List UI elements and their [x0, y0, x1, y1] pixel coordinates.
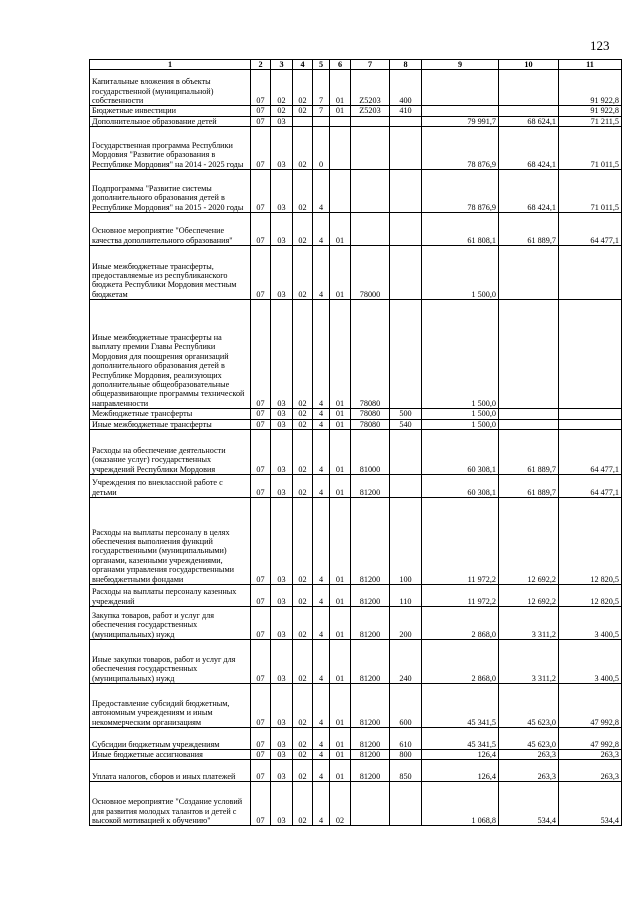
cell-program: 02 — [293, 213, 313, 246]
cell-section: 07 — [251, 640, 271, 684]
row-name: Иные межбюджетные трансферты, предоставляемые из республиканского бюджета Республики Мордовия местным бюджетам — [90, 246, 251, 300]
cell-subprogram: 4 — [313, 684, 330, 728]
cell-subprogram: 4 — [313, 475, 330, 498]
cell-subsection: 03 — [271, 498, 293, 585]
cell-amount-col10: 263,3 — [499, 760, 559, 782]
row-name: Закупка товаров, работ и услуг для обеспечения государственных (муниципальных) нужд — [90, 607, 251, 640]
cell-amount-col11: 12 820,5 — [559, 585, 622, 607]
cell-amount-col9: 79 991,7 — [422, 116, 499, 126]
cell-target-article — [351, 116, 390, 126]
cell-amount-col10: 45 623,0 — [499, 728, 559, 750]
cell-amount-col10: 263,3 — [499, 750, 559, 760]
cell-amount-col10: 61 889,7 — [499, 475, 559, 498]
page-number: 123 — [590, 38, 610, 53]
row-name: Расходы на обеспечение деятельности (оказание услуг) государственных учреждений Республики Мордовия — [90, 430, 251, 475]
cell-subprogram: 4 — [313, 585, 330, 607]
cell-subsection: 03 — [271, 684, 293, 728]
cell-expense-type: 610 — [390, 728, 422, 750]
cell-subprogram: 4 — [313, 170, 330, 213]
cell-amount-col11: 3 400,5 — [559, 640, 622, 684]
table-row — [90, 782, 622, 826]
cell-event: 01 — [330, 106, 351, 116]
cell-expense-type: 600 — [390, 684, 422, 728]
cell-amount-col10: 61 889,7 — [499, 213, 559, 246]
cell-expense-type: 200 — [390, 607, 422, 640]
table-row — [90, 640, 622, 684]
row-name: Капитальные вложения в объекты государственной (муниципальной) собственности — [90, 70, 251, 106]
row-name: Основное мероприятие "Обеспечение качества дополнительного образования" — [90, 213, 251, 246]
cell-subprogram: 7 — [313, 106, 330, 116]
cell-subsection: 03 — [271, 430, 293, 475]
cell-expense-type: 850 — [390, 760, 422, 782]
cell-event: 01 — [330, 70, 351, 106]
table-row — [90, 116, 622, 126]
table-row — [90, 106, 622, 116]
cell-event: 01 — [330, 409, 351, 419]
table-row — [90, 419, 622, 429]
cell-target-article: 78000 — [351, 246, 390, 300]
cell-section: 07 — [251, 782, 271, 826]
column-header-9: 9 — [422, 60, 499, 70]
cell-program: 02 — [293, 607, 313, 640]
cell-amount-col11: 47 992,8 — [559, 684, 622, 728]
cell-subsection: 03 — [271, 127, 293, 170]
row-name: Основное мероприятие "Создание условий для развития молодых талантов и детей с высокой мотивацией к обучению" — [90, 782, 251, 826]
cell-section: 07 — [251, 116, 271, 126]
cell-section: 07 — [251, 607, 271, 640]
cell-subprogram: 4 — [313, 607, 330, 640]
cell-event: 01 — [330, 760, 351, 782]
cell-event: 01 — [330, 607, 351, 640]
cell-amount-col9: 60 308,1 — [422, 475, 499, 498]
cell-target-article: 81200 — [351, 728, 390, 750]
cell-expense-type — [390, 300, 422, 409]
column-header-4: 4 — [293, 60, 313, 70]
table-row — [90, 213, 622, 246]
cell-program: 02 — [293, 684, 313, 728]
table-row — [90, 246, 622, 300]
cell-amount-col9: 78 876,9 — [422, 127, 499, 170]
cell-expense-type — [390, 213, 422, 246]
cell-event: 02 — [330, 782, 351, 826]
cell-target-article: 81200 — [351, 498, 390, 585]
cell-section: 07 — [251, 684, 271, 728]
row-name: Межбюджетные трансферты — [90, 409, 251, 419]
cell-subprogram: 4 — [313, 213, 330, 246]
cell-expense-type: 800 — [390, 750, 422, 760]
cell-subsection: 02 — [271, 106, 293, 116]
cell-amount-col11: 64 477,1 — [559, 213, 622, 246]
cell-expense-type: 240 — [390, 640, 422, 684]
row-name: Бюджетные инвестиции — [90, 106, 251, 116]
cell-amount-col11: 64 477,1 — [559, 475, 622, 498]
cell-subprogram: 4 — [313, 728, 330, 750]
table-row — [90, 684, 622, 728]
cell-program: 02 — [293, 409, 313, 419]
cell-subprogram — [313, 116, 330, 126]
cell-program: 02 — [293, 419, 313, 429]
cell-event: 01 — [330, 300, 351, 409]
table-row — [90, 498, 622, 585]
cell-program: 02 — [293, 106, 313, 116]
cell-subsection: 03 — [271, 728, 293, 750]
column-header-2: 2 — [251, 60, 271, 70]
cell-section: 07 — [251, 70, 271, 106]
column-header-5: 5 — [313, 60, 330, 70]
cell-amount-col9: 78 876,9 — [422, 170, 499, 213]
cell-event: 01 — [330, 750, 351, 760]
cell-amount-col11: 3 400,5 — [559, 607, 622, 640]
cell-amount-col11 — [559, 419, 622, 429]
cell-amount-col9: 1 500,0 — [422, 246, 499, 300]
cell-amount-col11: 47 992,8 — [559, 728, 622, 750]
cell-amount-col10: 3 311,2 — [499, 640, 559, 684]
cell-target-article: 81200 — [351, 750, 390, 760]
cell-target-article: Z5203 — [351, 106, 390, 116]
cell-event: 01 — [330, 475, 351, 498]
cell-expense-type — [390, 475, 422, 498]
cell-amount-col10 — [499, 70, 559, 106]
cell-amount-col11 — [559, 246, 622, 300]
cell-program: 02 — [293, 750, 313, 760]
cell-program: 02 — [293, 475, 313, 498]
cell-subprogram: 4 — [313, 498, 330, 585]
cell-expense-type: 410 — [390, 106, 422, 116]
row-name: Субсидии бюджетным учреждениям — [90, 728, 251, 750]
cell-amount-col10: 68 624,1 — [499, 116, 559, 126]
cell-amount-col9: 1 068,8 — [422, 782, 499, 826]
cell-target-article: Z5203 — [351, 70, 390, 106]
cell-subsection: 03 — [271, 607, 293, 640]
cell-subsection: 03 — [271, 300, 293, 409]
cell-event: 01 — [330, 728, 351, 750]
row-name: Расходы на выплаты персоналу казенных учреждений — [90, 585, 251, 607]
cell-expense-type — [390, 116, 422, 126]
cell-subprogram: 4 — [313, 782, 330, 826]
cell-section: 07 — [251, 106, 271, 116]
cell-subsection: 03 — [271, 640, 293, 684]
cell-expense-type: 540 — [390, 419, 422, 429]
cell-program — [293, 116, 313, 126]
budget-table — [89, 59, 622, 826]
cell-event — [330, 116, 351, 126]
cell-subsection: 03 — [271, 585, 293, 607]
cell-amount-col9: 60 308,1 — [422, 430, 499, 475]
cell-event — [330, 170, 351, 213]
row-name: Подпрограмма "Развитие системы дополнительного образования детей в Республике Мордовия" на 2015 - 2020 годы — [90, 170, 251, 213]
cell-subsection: 02 — [271, 70, 293, 106]
row-name: Уплата налогов, сборов и иных платежей — [90, 760, 251, 782]
cell-subprogram: 4 — [313, 409, 330, 419]
cell-subsection: 03 — [271, 760, 293, 782]
cell-amount-col9: 1 500,0 — [422, 419, 499, 429]
table-row — [90, 170, 622, 213]
cell-section: 07 — [251, 409, 271, 419]
cell-expense-type — [390, 170, 422, 213]
table-row — [90, 585, 622, 607]
cell-section: 07 — [251, 475, 271, 498]
cell-target-article: 81200 — [351, 607, 390, 640]
cell-subsection: 03 — [271, 750, 293, 760]
cell-amount-col9: 126,4 — [422, 750, 499, 760]
table-row — [90, 430, 622, 475]
cell-program: 02 — [293, 585, 313, 607]
cell-amount-col9: 61 808,1 — [422, 213, 499, 246]
cell-expense-type — [390, 246, 422, 300]
cell-subsection: 03 — [271, 170, 293, 213]
cell-amount-col11 — [559, 300, 622, 409]
cell-amount-col9 — [422, 70, 499, 106]
column-header-1: 1 — [90, 60, 251, 70]
cell-event: 01 — [330, 640, 351, 684]
cell-subsection: 03 — [271, 246, 293, 300]
row-name: Иные закупки товаров, работ и услуг для обеспечения государственных (муниципальных) нужд — [90, 640, 251, 684]
cell-amount-col9: 45 341,5 — [422, 728, 499, 750]
cell-target-article: 78080 — [351, 409, 390, 419]
cell-section: 07 — [251, 170, 271, 213]
cell-program: 02 — [293, 640, 313, 684]
cell-amount-col10: 68 424,1 — [499, 127, 559, 170]
cell-amount-col11: 534,4 — [559, 782, 622, 826]
cell-amount-col11: 71 011,5 — [559, 127, 622, 170]
row-name: Учреждения по внеклассной работе с детьми — [90, 475, 251, 498]
cell-event: 01 — [330, 419, 351, 429]
cell-program: 02 — [293, 170, 313, 213]
table-row — [90, 728, 622, 750]
cell-amount-col9: 11 972,2 — [422, 498, 499, 585]
cell-subprogram: 7 — [313, 70, 330, 106]
row-name: Дополнительное образование детей — [90, 116, 251, 126]
cell-amount-col11 — [559, 409, 622, 419]
cell-subsection: 03 — [271, 213, 293, 246]
table-row — [90, 127, 622, 170]
cell-section: 07 — [251, 498, 271, 585]
cell-target-article — [351, 170, 390, 213]
cell-section: 07 — [251, 585, 271, 607]
cell-event: 01 — [330, 430, 351, 475]
cell-section: 07 — [251, 760, 271, 782]
cell-expense-type: 500 — [390, 409, 422, 419]
column-header-7: 7 — [351, 60, 390, 70]
cell-target-article: 81200 — [351, 585, 390, 607]
cell-amount-col10 — [499, 246, 559, 300]
table-row — [90, 607, 622, 640]
table-row — [90, 475, 622, 498]
cell-subsection: 03 — [271, 116, 293, 126]
cell-amount-col11: 263,3 — [559, 750, 622, 760]
column-header-6: 6 — [330, 60, 351, 70]
cell-amount-col10: 61 889,7 — [499, 430, 559, 475]
cell-amount-col11: 263,3 — [559, 760, 622, 782]
cell-target-article — [351, 782, 390, 826]
cell-event: 01 — [330, 684, 351, 728]
cell-amount-col9: 1 500,0 — [422, 300, 499, 409]
cell-amount-col10: 12 692,2 — [499, 585, 559, 607]
cell-target-article: 81000 — [351, 430, 390, 475]
cell-event — [330, 127, 351, 170]
cell-program: 02 — [293, 70, 313, 106]
cell-expense-type — [390, 127, 422, 170]
row-name: Предоставление субсидий бюджетным, автономным учреждениям и иным некоммерческим организациям — [90, 684, 251, 728]
cell-target-article: 81200 — [351, 760, 390, 782]
cell-program: 02 — [293, 127, 313, 170]
cell-amount-col9: 2 868,0 — [422, 640, 499, 684]
cell-amount-col11: 91 922,8 — [559, 70, 622, 106]
cell-amount-col9: 45 341,5 — [422, 684, 499, 728]
cell-expense-type: 400 — [390, 70, 422, 106]
cell-amount-col10 — [499, 409, 559, 419]
row-name: Государственная программа Республики Мордовия "Развитие образования в Республике Мордовия" на 2014 - 2025 годы — [90, 127, 251, 170]
cell-subprogram: 4 — [313, 750, 330, 760]
cell-event: 01 — [330, 585, 351, 607]
row-name: Иные бюджетные ассигнования — [90, 750, 251, 760]
cell-section: 07 — [251, 750, 271, 760]
cell-expense-type: 110 — [390, 585, 422, 607]
cell-subprogram: 4 — [313, 300, 330, 409]
cell-target-article — [351, 213, 390, 246]
cell-amount-col11: 91 922,8 — [559, 106, 622, 116]
column-header-3: 3 — [271, 60, 293, 70]
cell-amount-col10 — [499, 300, 559, 409]
cell-subprogram: 4 — [313, 430, 330, 475]
cell-amount-col11: 64 477,1 — [559, 430, 622, 475]
cell-target-article: 78080 — [351, 419, 390, 429]
cell-amount-col10: 68 424,1 — [499, 170, 559, 213]
cell-subprogram: 4 — [313, 419, 330, 429]
cell-amount-col10: 534,4 — [499, 782, 559, 826]
cell-subprogram: 4 — [313, 640, 330, 684]
cell-amount-col10: 12 692,2 — [499, 498, 559, 585]
cell-program: 02 — [293, 728, 313, 750]
row-name: Иные межбюджетные трансферты на выплату премии Главы Республики Мордовия для поощрения организаций дополнительного образования детей в Республике Мордовия, реализующих дополнительные общеобразовательные общеразвивающие программы технической направленности — [90, 300, 251, 409]
cell-expense-type — [390, 430, 422, 475]
table-row — [90, 750, 622, 760]
cell-target-article: 81200 — [351, 475, 390, 498]
cell-subprogram: 0 — [313, 127, 330, 170]
cell-program: 02 — [293, 782, 313, 826]
cell-program: 02 — [293, 300, 313, 409]
cell-target-article: 81200 — [351, 684, 390, 728]
cell-amount-col9: 126,4 — [422, 760, 499, 782]
cell-expense-type — [390, 782, 422, 826]
cell-amount-col11: 71 211,5 — [559, 116, 622, 126]
cell-section: 07 — [251, 419, 271, 429]
cell-section: 07 — [251, 246, 271, 300]
table-row — [90, 760, 622, 782]
cell-event: 01 — [330, 213, 351, 246]
cell-program: 02 — [293, 760, 313, 782]
cell-amount-col11: 71 011,5 — [559, 170, 622, 213]
cell-section: 07 — [251, 728, 271, 750]
cell-subsection: 03 — [271, 782, 293, 826]
cell-section: 07 — [251, 300, 271, 409]
cell-target-article: 81200 — [351, 640, 390, 684]
cell-amount-col10: 45 623,0 — [499, 684, 559, 728]
table-row — [90, 409, 622, 419]
cell-section: 07 — [251, 127, 271, 170]
table-header-row — [90, 60, 622, 70]
cell-program: 02 — [293, 498, 313, 585]
cell-amount-col10 — [499, 419, 559, 429]
column-header-10: 10 — [499, 60, 559, 70]
cell-amount-col9 — [422, 106, 499, 116]
cell-section: 07 — [251, 430, 271, 475]
cell-subsection: 03 — [271, 475, 293, 498]
cell-subsection: 03 — [271, 419, 293, 429]
cell-expense-type: 100 — [390, 498, 422, 585]
row-name: Расходы на выплаты персоналу в целях обеспечения выполнения функций государственными (муниципальными) органами, казенными учреждениями, органами управления государственными внебюджетными фондами — [90, 498, 251, 585]
column-header-8: 8 — [390, 60, 422, 70]
cell-target-article — [351, 127, 390, 170]
cell-subsection: 03 — [271, 409, 293, 419]
cell-subprogram: 4 — [313, 246, 330, 300]
cell-amount-col10 — [499, 106, 559, 116]
cell-target-article: 78080 — [351, 300, 390, 409]
cell-program: 02 — [293, 246, 313, 300]
cell-amount-col9: 2 868,0 — [422, 607, 499, 640]
cell-event: 01 — [330, 498, 351, 585]
cell-amount-col9: 11 972,2 — [422, 585, 499, 607]
cell-amount-col9: 1 500,0 — [422, 409, 499, 419]
table-body — [90, 70, 622, 826]
table-row — [90, 300, 622, 409]
cell-program: 02 — [293, 430, 313, 475]
cell-section: 07 — [251, 213, 271, 246]
cell-amount-col10: 3 311,2 — [499, 607, 559, 640]
cell-event: 01 — [330, 246, 351, 300]
column-header-11: 11 — [559, 60, 622, 70]
row-name: Иные межбюджетные трансферты — [90, 419, 251, 429]
cell-subprogram: 4 — [313, 760, 330, 782]
table-row — [90, 70, 622, 106]
cell-amount-col11: 12 820,5 — [559, 498, 622, 585]
